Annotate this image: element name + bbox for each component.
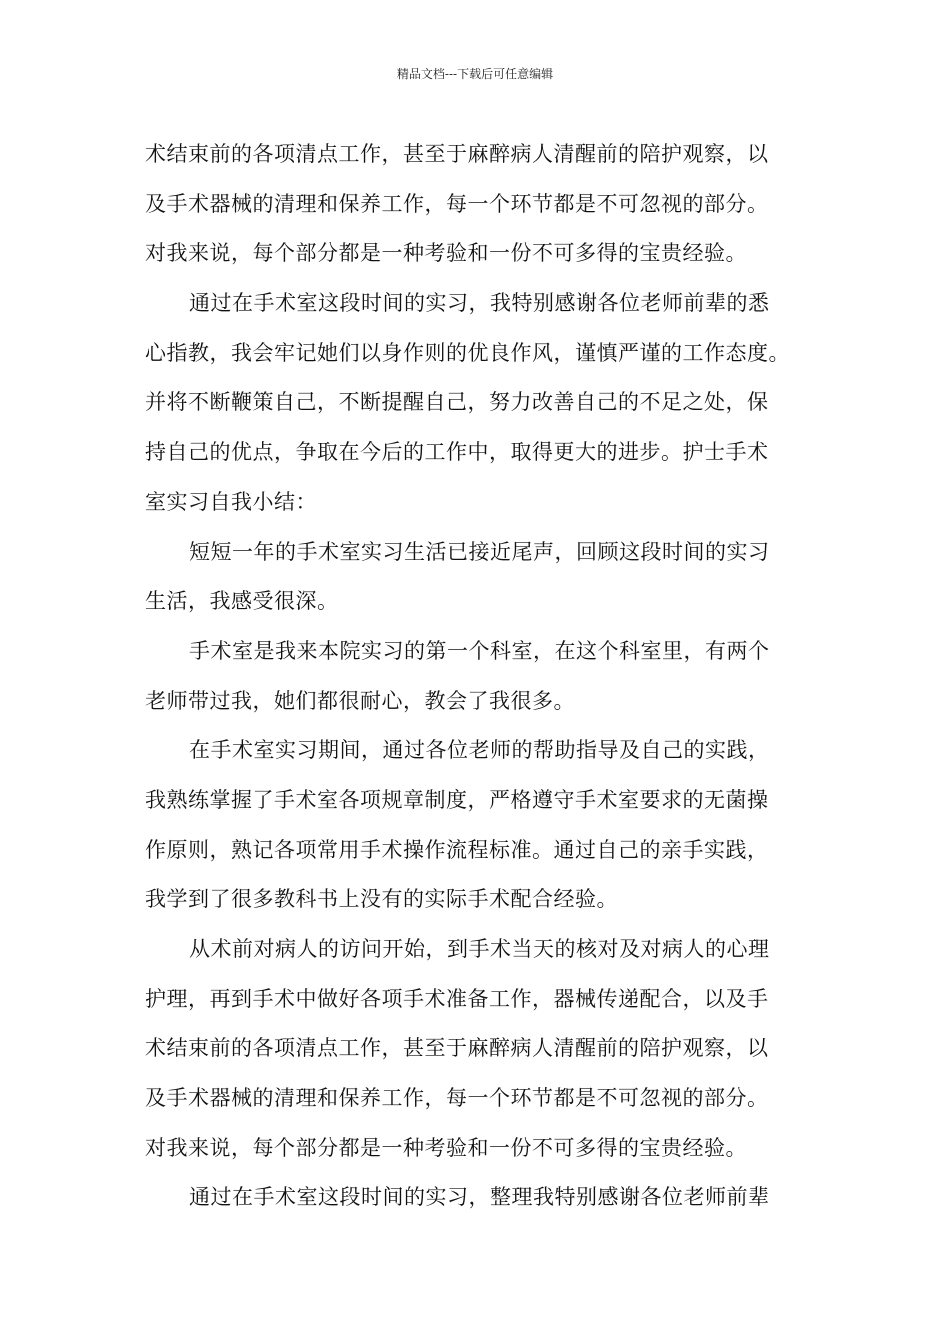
text-line: 通过在手术室这段时间的实习，我特别感谢各位老师前辈的悉 xyxy=(189,291,770,316)
text-line: 持自己的优点，争取在今后的工作中，取得更大的进步。护士手术 xyxy=(145,440,769,465)
text-line: 术结束前的各项清点工作，甚至于麻醉病人清醒前的陪护观察，以 xyxy=(145,142,769,166)
text-line: 我学到了很多教科书上没有的实际手术配合经验。 xyxy=(145,887,618,912)
text-line: 室实习自我小结： xyxy=(145,489,317,514)
text-line: 从术前对病人的访问开始，到手术当天的核对及对病人的心理 xyxy=(189,937,770,961)
text-line: 通过在手术室这段时间的实习，整理我特别感谢各位老师前辈 xyxy=(189,1185,770,1210)
text-line: 并将不断鞭策自己，不断提醒自己，努力改善自己的不足之处，保 xyxy=(145,390,769,415)
text-line: 手术室是我来本院实习的第一个科室，在这个科室里，有两个 xyxy=(189,638,770,663)
text-line: 及手术器械的清理和保养工作，每一个环节都是不可忽视的部分。 xyxy=(145,1086,769,1111)
text-line: 老师带过我，她们都很耐心，教会了我很多。 xyxy=(145,688,575,713)
page-header: 精品文档---下载后可任意编辑 xyxy=(396,67,554,81)
text-line: 短短一年的手术室实习生活已接近尾声，回顾这段时间的实习 xyxy=(189,539,770,564)
body-text xyxy=(145,130,815,1223)
text-line: 对我来说，每个部分都是一种考验和一份不可多得的宝贵经验。 xyxy=(145,1135,747,1160)
text-line: 作原则，熟记各项常用手术操作流程标准。通过自己的亲手实践， xyxy=(145,837,769,862)
text-line: 术结束前的各项清点工作，甚至于麻醉病人清醒前的陪护观察，以 xyxy=(145,1036,769,1061)
text-line: 生活，我感受很深。 xyxy=(145,589,339,614)
text-line: 对我来说，每个部分都是一种考验和一份不可多得的宝贵经验。 xyxy=(145,241,747,266)
text-line: 护理，再到手术中做好各项手术准备工作，器械传递配合，以及手 xyxy=(145,986,769,1011)
text-line: 在手术室实习期间，通过各位老师的帮助指导及自己的实践， xyxy=(189,738,770,763)
text-line: 我熟练掌握了手术室各项规章制度，严格遵守手术室要求的无菌操 xyxy=(145,787,769,812)
text-line: 心指教，我会牢记她们以身作则的优良作风，谨慎严谨的工作态度。 xyxy=(145,340,790,365)
text-line: 及手术器械的清理和保养工作，每一个环节都是不可忽视的部分。 xyxy=(145,191,769,216)
